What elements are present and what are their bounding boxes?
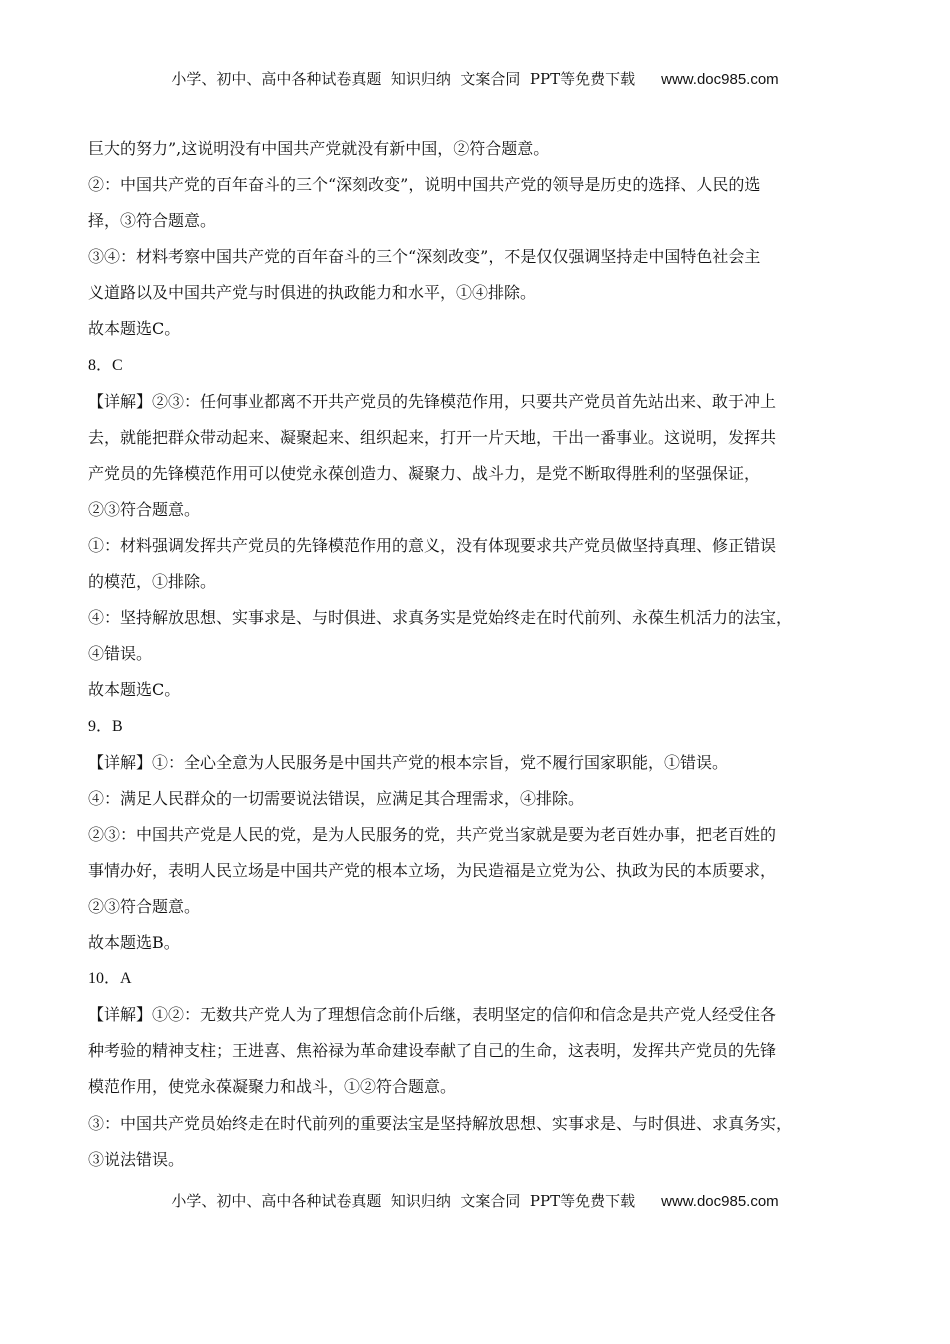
answer-conclusion: 故本题选C。: [88, 319, 181, 339]
text-line: 义道路以及中国共产党与时俱进的执政能力和水平，①④排除。: [88, 283, 537, 303]
text-line: ④：坚持解放思想、实事求是、与时俱进、求真务实是党始终走在时代前列、永葆生机活力的法宝，: [88, 608, 793, 628]
text-line: 的模范，①排除。: [88, 572, 217, 592]
text-line: ④错误。: [88, 644, 153, 664]
text-line: 【详解】②③：任何事业都离不开共产党员的先锋模范作用，只要共产党员首先站出来、敢于冲上: [88, 391, 777, 411]
text-line: 模范作用，使党永葆凝聚力和战斗，①②符合题意。: [88, 1077, 457, 1097]
answer-conclusion: 故本题选C。: [88, 680, 181, 700]
text-line: ③：中国共产党员始终走在时代前列的重要法宝是坚持解放思想、实事求是、与时俱进、求真务实，: [88, 1113, 793, 1133]
text-line: ②③符合题意。: [88, 896, 201, 916]
text-line: 择，③符合题意。: [88, 211, 217, 231]
header-text: 小学、初中、高中各种试卷真题 知识归纳 文案合同 PPT等免费下载: [171, 70, 636, 88]
text-line: 事情办好，表明人民立场是中国共产党的根本立场，为民造福是立党为公、执政为民的本质要求，: [88, 860, 777, 880]
text-line: ④：满足人民群众的一切需要说法错误，应满足其合理需求，④排除。: [88, 788, 585, 808]
text-line: 去，就能把群众带动起来、凝聚起来、组织起来，打开一片天地，干出一番事业。这说明，发挥共: [88, 427, 777, 447]
footer-site-link[interactable]: www.doc985.com: [661, 1193, 779, 1210]
answer-conclusion: 故本题选B。: [88, 933, 180, 953]
header-site-link[interactable]: www.doc985.com: [661, 71, 779, 88]
text-line: ③说法错误。: [88, 1149, 185, 1169]
question-number: 10．A: [88, 970, 132, 988]
text-line: 巨大的努力”,这说明没有中国共产党就没有新中国，②符合题意。: [88, 139, 550, 158]
text-line: ③④：材料考察中国共产党的百年奋斗的三个“深刻改变”，不是仅仅强调坚持走中国特色社会主: [88, 247, 761, 267]
text-line: 产党员的先锋模范作用可以使党永葆创造力、凝聚力、战斗力，是党不断取得胜利的坚强保证，: [88, 463, 761, 483]
text-line: ②③：中国共产党是人民的党，是为人民服务的党，共产党当家就是要为老百姓办事，把老百姓的: [88, 824, 777, 844]
text-line: 种考验的精神支柱；王进喜、焦裕禄为革命建设奉献了自己的生命，这表明，发挥共产党员的先锋: [88, 1041, 777, 1061]
page-header: [0, 68, 950, 89]
question-number: 8．C: [88, 356, 123, 374]
text-line: ①：材料强调发挥共产党员的先锋模范作用的意义，没有体现要求共产党员做坚持真理、修正错误: [88, 536, 777, 556]
question-number: 9．B: [88, 717, 123, 735]
document-body: [88, 140, 828, 1187]
text-line: 【详解】①：全心全意为人民服务是中国共产党的根本宗旨，党不履行国家职能，①错误。: [88, 752, 729, 772]
footer-text: 小学、初中、高中各种试卷真题 知识归纳 文案合同 PPT等免费下载: [171, 1192, 636, 1210]
page-footer: [0, 1190, 950, 1211]
text-line: ②：中国共产党的百年奋斗的三个“深刻改变”，说明中国共产党的领导是历史的选择、人民的选: [88, 175, 761, 195]
text-line: 【详解】①②：无数共产党人为了理想信念前仆后继，表明坚定的信仰和信念是共产党人经受住各: [88, 1005, 777, 1025]
text-line: ②③符合题意。: [88, 499, 201, 519]
